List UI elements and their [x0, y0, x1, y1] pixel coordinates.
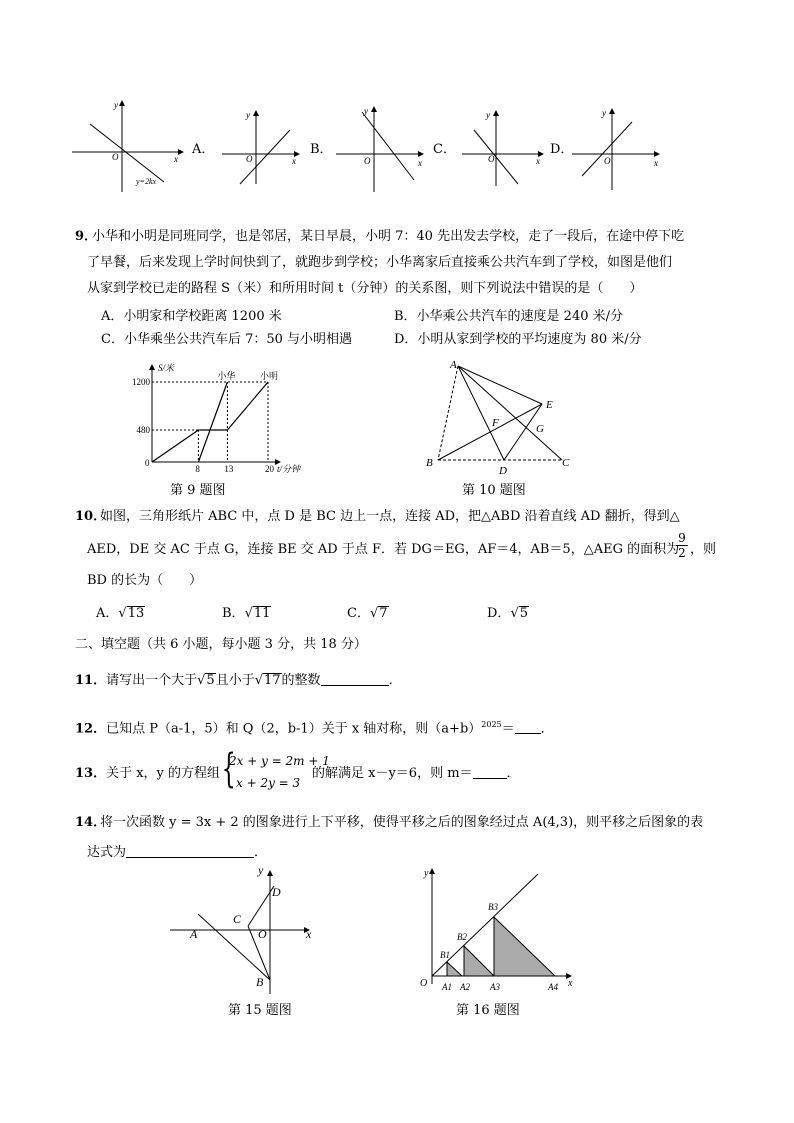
- point-a-label: A: [450, 359, 457, 371]
- radicand: 17: [264, 673, 281, 688]
- y-tick-label: 480: [136, 425, 150, 435]
- question-10-option-d[interactable]: D．√5: [487, 606, 529, 621]
- question-end: ．: [254, 845, 268, 860]
- question-9-line-2: 了早餐，后来发现上学时间快到了，就跑步到学校；小华离家后直接乘公共汽车到了学校，如图是他们: [87, 255, 673, 270]
- question-number: 12．: [75, 721, 107, 737]
- origin-label: O: [112, 152, 119, 162]
- figure-15-caption: 第 15 题图: [228, 1003, 292, 1018]
- origin-label: O: [420, 978, 428, 989]
- option-a-label[interactable]: A．: [192, 142, 215, 157]
- point-a4-label: A4: [548, 982, 558, 992]
- equation-system-brace: {: [221, 746, 236, 792]
- point-d-label: D: [499, 465, 507, 477]
- question-14-line-2: [87, 844, 267, 862]
- option-letter: B．: [222, 606, 245, 621]
- answer-blank[interactable]: [515, 721, 541, 734]
- axis-x-label: x: [536, 156, 540, 166]
- radicand: 5: [519, 606, 529, 621]
- question-10-line-2-tail: ，则: [690, 542, 717, 557]
- area-fraction: [676, 531, 688, 560]
- answer-blank[interactable]: [126, 845, 254, 858]
- question-number: 13．: [75, 766, 107, 781]
- answer-blank[interactable]: [321, 673, 389, 686]
- question-9-option-d[interactable]: D．小明从家到学校的平均速度为 80 米/分: [394, 332, 642, 347]
- axis-y-label: y: [424, 868, 429, 879]
- question-14-line-1: 将一次函数 y = 3x + 2 的图象进行上下平移，使得平移之后的图象经过点 A(4,3)，则平移之后图象的表: [100, 815, 704, 830]
- axis-y-label: y: [258, 863, 264, 877]
- point-f-label: F: [492, 417, 499, 429]
- axis-y-label: y: [114, 100, 118, 110]
- q8-option-c-graph: [462, 108, 552, 188]
- origin-label: O: [258, 927, 267, 941]
- question-10-option-a[interactable]: A．√13: [96, 606, 145, 621]
- question-end: ．: [506, 766, 520, 781]
- option-b-label[interactable]: B．: [310, 142, 333, 157]
- question-number: 11．: [75, 673, 107, 688]
- chart-origin-label: 0: [145, 458, 150, 468]
- axis-x-label: x: [568, 978, 573, 989]
- q8-option-a-graph: [222, 108, 302, 186]
- point-b3-label: B3: [488, 902, 498, 912]
- question-text: 请写出一个大于: [106, 673, 198, 688]
- series-label-ming: 小明: [260, 371, 279, 381]
- question-9-option-c[interactable]: C．小华乘坐公共汽车后 7：50 与小明相遇: [101, 332, 353, 347]
- fraction-numerator: 9: [676, 531, 688, 546]
- point-d-label: D: [272, 885, 281, 899]
- question-9-option-b[interactable]: B．小华乘公共汽车的速度是 240 米/分: [394, 309, 624, 324]
- chart-x-axis-label: t/分钟: [277, 464, 301, 474]
- question-12: [75, 716, 554, 738]
- series-label-hua: 小华: [217, 371, 236, 381]
- axis-y-label: y: [364, 106, 368, 116]
- point-b2-label: B2: [457, 932, 467, 942]
- axis-x-label: x: [306, 927, 312, 941]
- q9-distance-time-chart: [125, 362, 325, 477]
- y-tick-label: 1200: [132, 377, 150, 387]
- option-letter: D．: [487, 606, 511, 621]
- question-13-tail: [312, 765, 520, 783]
- point-e-label: E: [546, 399, 553, 411]
- point-b1-label: B1: [440, 950, 450, 960]
- question-end: ．: [388, 673, 402, 688]
- q10-triangle-figure: [422, 358, 582, 478]
- question-10-line-3: BD 的长为（ ）: [87, 573, 203, 588]
- figure-16-caption: 第 16 题图: [456, 1003, 520, 1018]
- question-10-line-1: 如图，三角形纸片 ABC 中，点 D 是 BC 边上一点，连接 AD，把△ABD 沿着直线 AD 翻折，得到△: [100, 509, 680, 524]
- origin-label: O: [246, 154, 253, 164]
- ref-line-label: y=2kx: [136, 177, 157, 186]
- answer-blank[interactable]: [473, 766, 507, 779]
- q15-figure: [168, 862, 328, 997]
- question-14-number: 14．: [75, 815, 107, 830]
- equation-1: 2x + y = 2m + 1: [229, 754, 330, 768]
- chart-y-axis-label: S/米: [158, 363, 175, 373]
- option-d-label[interactable]: D．: [550, 142, 574, 157]
- q8-reference-graph: [70, 98, 190, 194]
- question-9-option-a[interactable]: A．小明家和学校距离 1200 米: [101, 309, 282, 324]
- question-10-option-b[interactable]: B．√11: [222, 606, 271, 621]
- point-a1-label: A1: [442, 982, 452, 992]
- q8-option-b-graph: [334, 102, 434, 194]
- axis-y-label: y: [246, 110, 250, 120]
- question-text: 已知点 P（a-1，5）和 Q（2，b-1）关于 x 轴对称，则（a+b）: [106, 721, 482, 737]
- origin-label: O: [364, 156, 371, 166]
- question-9-number: 9．: [75, 229, 98, 244]
- point-g-label: G: [536, 423, 544, 435]
- question-end: ．: [540, 721, 554, 737]
- question-text: 的整数: [281, 673, 321, 688]
- radicand: 11: [253, 606, 271, 621]
- q16-figure: [410, 866, 580, 996]
- origin-label: O: [488, 154, 495, 164]
- point-c-label: C: [562, 457, 570, 469]
- question-text: 达式为: [87, 845, 127, 860]
- question-9-line-3: 从家到学校已走的路程 S（米）和所用时间 t（分钟）的关系图，则下列说法中错误的是（ ）: [87, 281, 643, 296]
- option-letter: C．: [347, 606, 370, 621]
- question-10-number: 10．: [75, 509, 107, 524]
- x-tick-label: 20: [265, 464, 274, 474]
- origin-label: O: [604, 156, 611, 166]
- x-tick-label: 13: [224, 464, 234, 474]
- option-letter: A．: [96, 606, 119, 621]
- section-2-heading: 二、填空题（共 6 小题，每小题 3 分，共 18 分）: [75, 637, 367, 652]
- question-text: ＝: [501, 721, 515, 737]
- point-b-label: B: [426, 457, 433, 469]
- point-b-label: B: [256, 975, 264, 989]
- question-text: 关于 x，y 的方程组: [106, 766, 221, 781]
- axis-x-label: x: [174, 154, 178, 164]
- radicand: 5: [206, 673, 215, 688]
- exponent: 2025: [481, 720, 502, 729]
- x-tick-label: 8: [195, 464, 200, 474]
- fraction-denominator: 2: [678, 546, 686, 560]
- series-line-hua: [198, 382, 227, 462]
- question-text: 的解满足 x－y＝6，则 m＝: [312, 766, 473, 781]
- point-a-label: A: [190, 927, 198, 941]
- figure-10-caption: 第 10 题图: [462, 483, 526, 498]
- axis-x-label: x: [654, 158, 658, 168]
- point-c-label: C: [233, 912, 242, 926]
- question-9-line-1: 小华和小明是同班同学，也是邻居，某日早晨，小明 7：40 先出发去学校，走了一段后，在途中停下吃: [92, 229, 685, 244]
- axis-y-label: y: [602, 108, 606, 118]
- axis-x-label: x: [292, 156, 296, 166]
- series-line-ming: [152, 382, 268, 462]
- figure-9-caption: 第 9 题图: [170, 483, 226, 498]
- radicand: 7: [379, 606, 388, 621]
- radicand: 13: [127, 606, 145, 621]
- question-10-line-2: AED，DE 交 AC 于点 G，连接 BE 交 AD 于点 F．若 DG＝EG，AF＝4，AB＝5，△AEG 的面积为: [87, 542, 680, 557]
- question-10-option-c[interactable]: C．√7: [347, 606, 388, 621]
- question-13: [75, 765, 220, 783]
- point-a2-label: A2: [460, 982, 470, 992]
- equation-2: x + 2y = 3: [236, 776, 301, 790]
- q8-option-d-graph: [572, 104, 668, 192]
- axis-x-label: x: [418, 158, 422, 168]
- axis-y-label: y: [486, 110, 490, 120]
- option-c-label[interactable]: C．: [433, 142, 456, 157]
- question-text: 且小于: [215, 673, 255, 688]
- point-a3-label: A3: [490, 982, 500, 992]
- question-11: 11．请写出一个大于√5且小于√17的整数 ．: [75, 673, 402, 688]
